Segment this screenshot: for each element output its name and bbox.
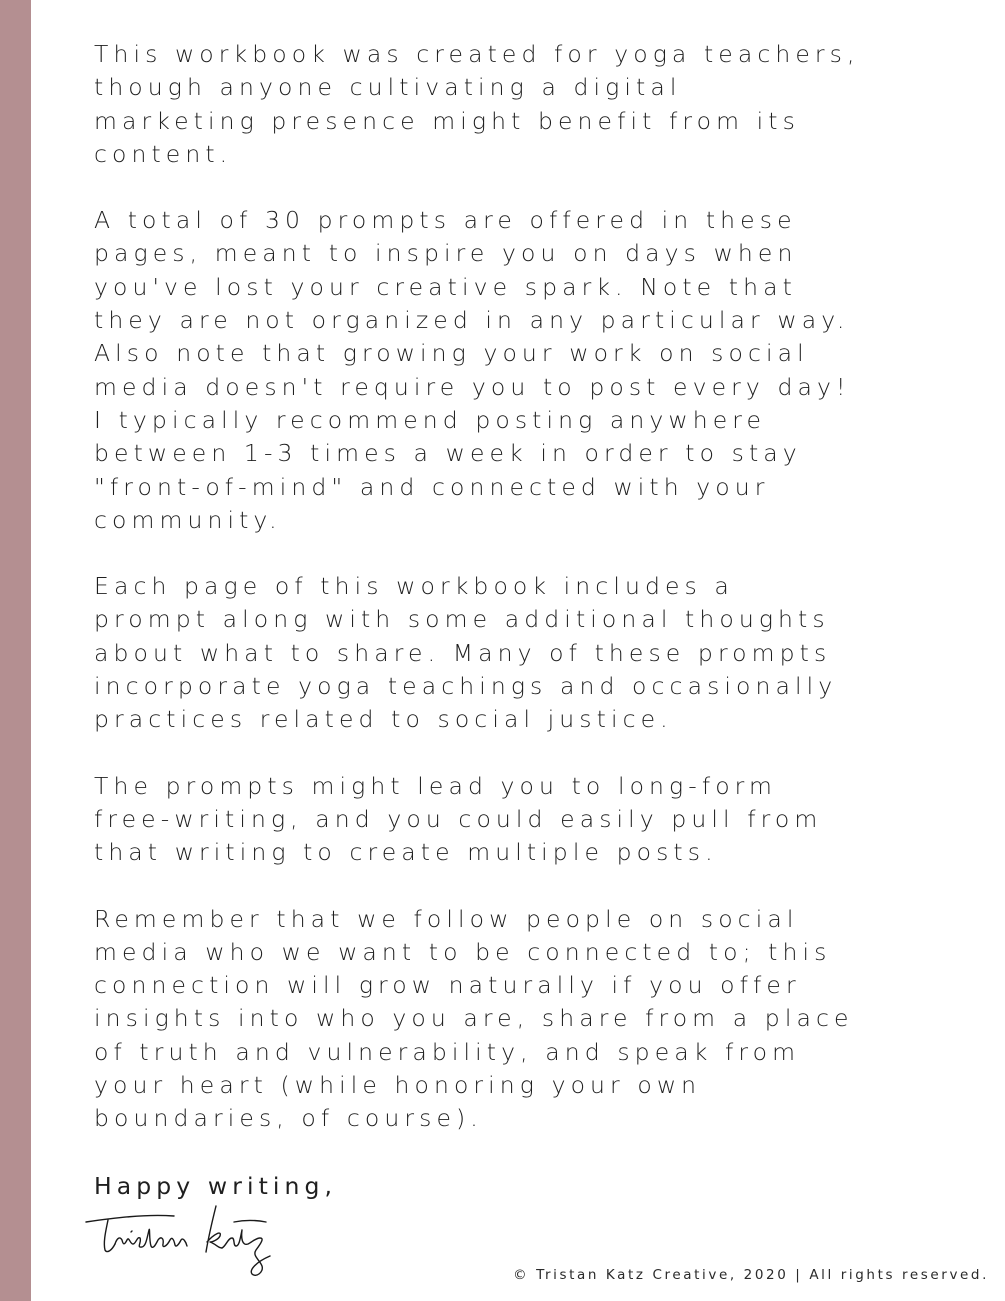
paragraph-prompts [94, 204, 954, 537]
text-line: community. [94, 505, 282, 534]
paragraph-page-structure [94, 570, 954, 736]
signoff-text: Happy writing, [94, 1172, 338, 1200]
text-line: practices related to social justice. [94, 705, 673, 734]
text-line: Each page of this workbook includes a [94, 572, 734, 601]
text-line: I typically recommend posting anywhere [94, 405, 767, 434]
text-line: you've lost your creative spark. Note that [94, 272, 797, 301]
text-line: about what to share. Many of these prompts [94, 638, 832, 667]
copyright-footer: © Tristan Katz Creative, 2020 | All rights reserved. [513, 1267, 989, 1283]
paragraph-intro [94, 38, 954, 171]
text-line: free-writing, and you could easily pull from [94, 804, 823, 833]
text-line: prompt along with some additional thoughts [94, 605, 830, 634]
text-line: though anyone cultivating a digital [94, 73, 682, 102]
text-line: boundaries, of course). [94, 1104, 483, 1133]
text-line: A total of 30 prompts are offered in these [94, 206, 797, 235]
text-line: between 1-3 times a week in order to stay [94, 439, 802, 468]
text-line: media who we want to be connected to; this [94, 937, 832, 966]
text-line: incorporate yoga teachings and occasionally [94, 672, 838, 701]
text-line: connection will grow naturally if you offer [94, 971, 801, 1000]
paragraph-free-writing [94, 770, 954, 870]
letter-body [94, 38, 954, 1169]
text-line: content. [94, 139, 233, 168]
paragraph-connection [94, 903, 954, 1136]
text-line: Remember that we follow people on social [94, 904, 799, 933]
text-line: media doesn't require you to post every day! [94, 372, 851, 401]
text-line: that writing to create multiple posts. [94, 838, 718, 867]
text-line: your heart (while honoring your own [94, 1071, 702, 1100]
handwritten-signature [84, 1200, 299, 1280]
side-accent-bar [0, 0, 31, 1301]
text-line: Also note that growing your work on social [94, 339, 809, 368]
text-line: "front-of-mind" and connected with your [94, 472, 770, 501]
text-line: marketing presence might benefit from its [94, 106, 800, 135]
text-line: This workbook was created for yoga teachers, [94, 40, 860, 68]
text-line: they are not organized in any particular way. [94, 306, 850, 335]
text-line: of truth and vulnerability, and speak from [94, 1037, 801, 1066]
text-line: pages, meant to inspire you on days when [94, 239, 798, 268]
text-line: The prompts might lead you to long-form [94, 771, 778, 800]
text-line: insights into who you are, share from a place [94, 1004, 854, 1033]
